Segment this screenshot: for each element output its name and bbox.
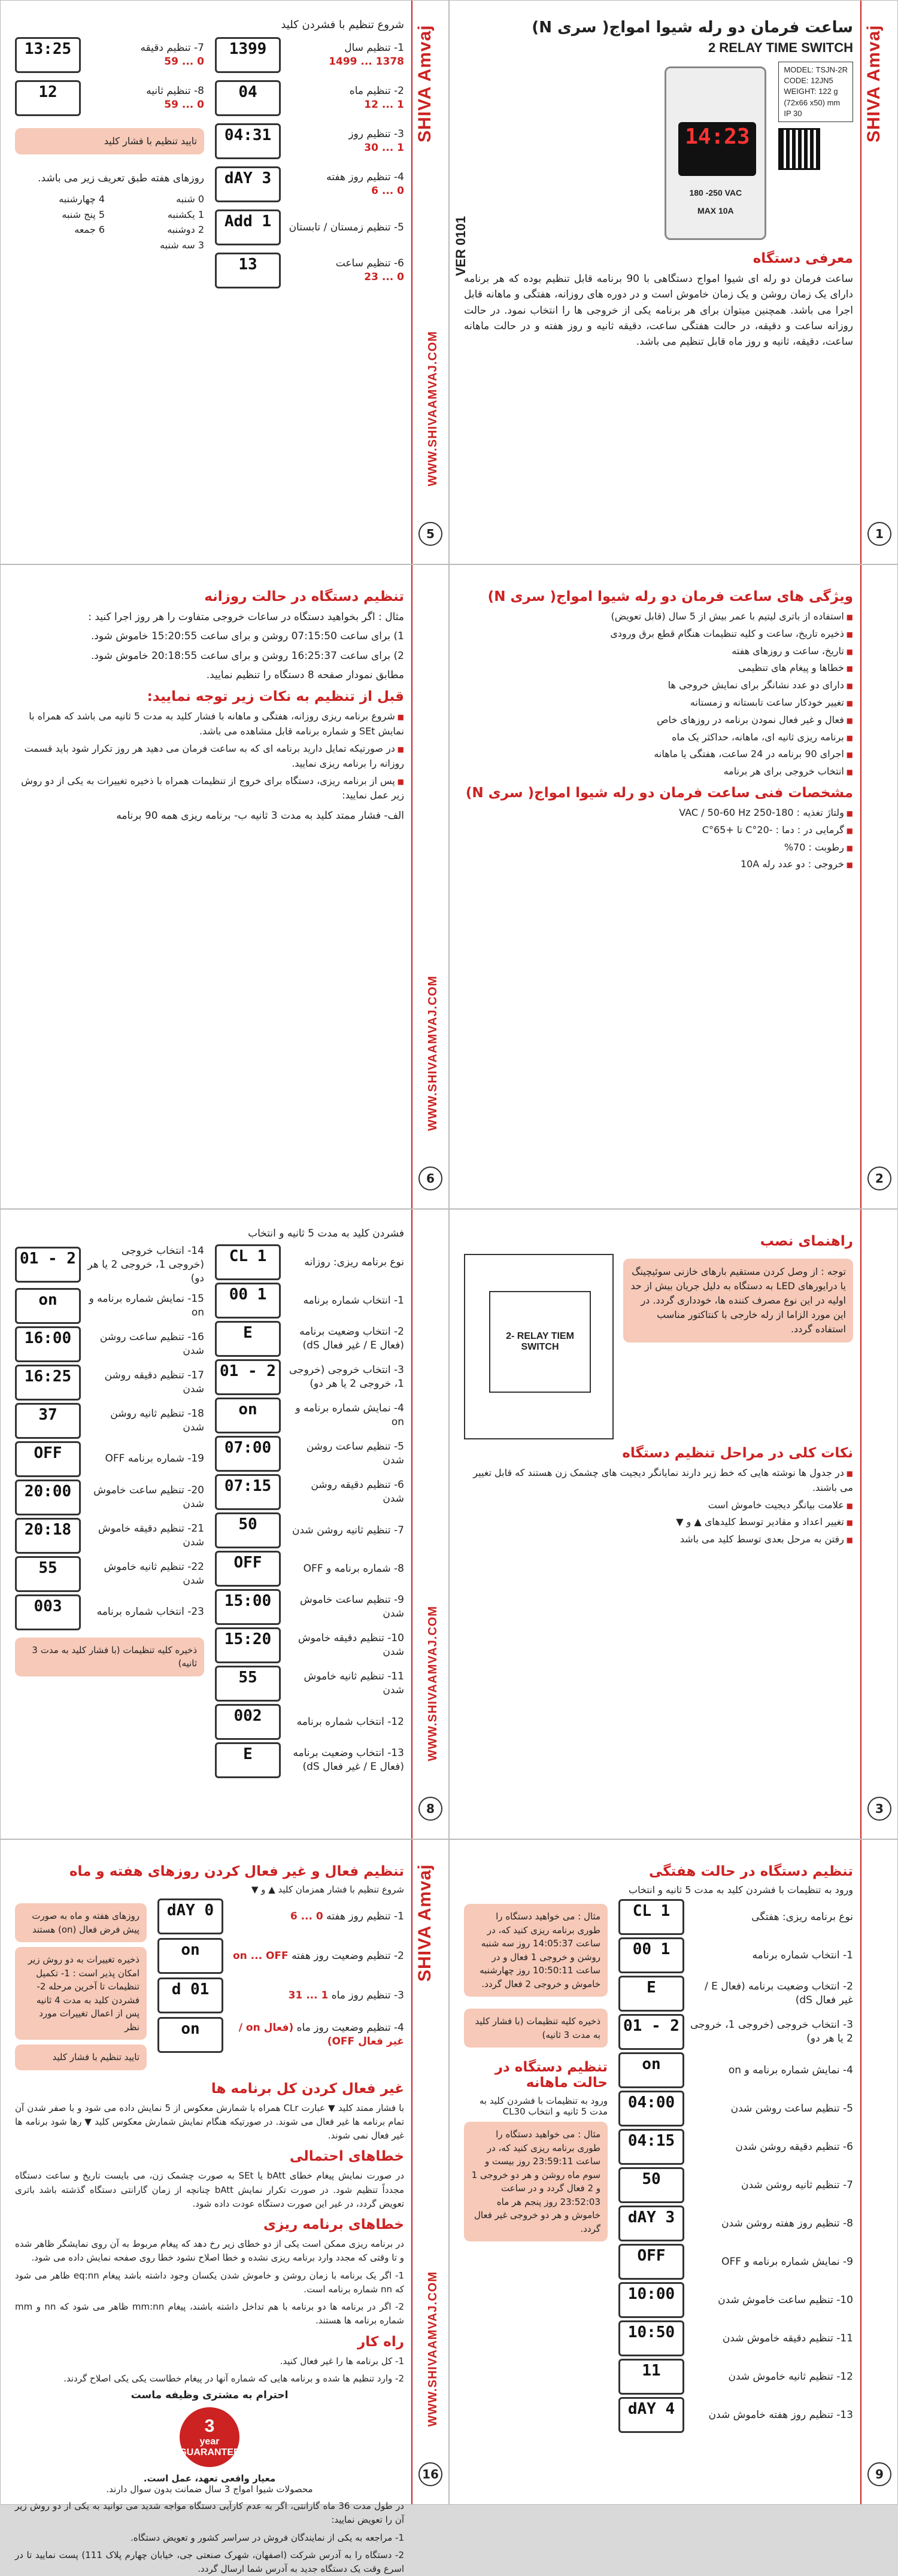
text-item: 0 ... 59	[164, 99, 204, 111]
side-strip	[411, 1840, 448, 2504]
lcd-day: 04:31	[215, 123, 281, 159]
days-onoff-heading: تنظیم فعال و غیر فعال کردن روزهای هفته و ماه	[69, 1864, 404, 1879]
text-item: 2- وارد تنظیم ها شده و برنامه هایی که شماره آنها در پیغام خطاست یکی یکی اصلاح گردند.	[63, 2373, 404, 2384]
text-item: 1 یکشنبه	[167, 208, 204, 220]
doc-subtitle: 2 RELAY TIME SWITCH	[708, 40, 853, 55]
page-2	[449, 564, 898, 1209]
text-item: ■ ذخیره تاریخ، ساعت و کلیه تنظیمات هنگام قطع برق ورودی	[464, 627, 853, 642]
text-item: 1378 ... 1499	[329, 56, 404, 68]
text-item: 7- تنظیم ثانیه روشن شدن	[741, 2179, 853, 2191]
text-item: 2- انتخاب وضعیت برنامه (فعال E / غیر فعال dS)	[704, 1980, 853, 2006]
text-item: 5- تنظیم ساعت روشن شدن	[306, 1441, 404, 1466]
text-item: احترام به مشتری وظیفه ماست	[131, 2389, 289, 2401]
page-number: 6	[418, 1167, 442, 1190]
text-item: IP 30	[784, 108, 802, 118]
text-item: 2- RELAY TIEM SWITCH	[489, 1291, 591, 1393]
lcd-display: on	[15, 1288, 81, 1324]
brand-logo: SHIVA Amvaj	[864, 25, 884, 142]
page-number: 5	[418, 522, 442, 546]
daily-example: مثال : اگر بخواهید دستگاه در ساعات خروجی متفاوت را هر روز اجرا کنید :	[88, 611, 404, 623]
lcd-display: 15:00	[215, 1589, 281, 1625]
text-item: 4- نمایش شماره برنامه و on	[728, 2064, 853, 2076]
qr-code-icon	[778, 128, 820, 170]
device-image	[665, 66, 766, 240]
side-strip	[860, 1840, 897, 2504]
lcd-display: 10:50	[618, 2320, 684, 2356]
text-item: 1- تنظیم سال	[344, 42, 404, 54]
lcd-year: 1399	[215, 37, 281, 73]
text-item: 23- انتخاب شماره برنامه	[96, 1606, 204, 1618]
confirm-note: تایید تنظیم با فشار کلید	[15, 128, 204, 154]
text-item: 22- تنظیم ثانیه خاموش شدن	[104, 1560, 204, 1587]
lcd-month: 04	[215, 80, 281, 116]
text-item: معیار واقعی تعهد، عمل است.	[143, 2473, 276, 2484]
page-number: 2	[867, 1167, 891, 1190]
text-item: ذخیره تغییرات به دو روش زیر امکان پذیر است : 1- تکمیل تنظیمات تا آخرین مرحله 2- فشردن کلید به مدت 4 ثانیه پس از اعمال تغییرات مورد نظر	[15, 1947, 147, 2040]
save-note: ذخیره کلیه تنظیمات (با فشار کلید به مدت 3 ثانیه)	[464, 2009, 608, 2048]
lcd-display: dAY 0	[157, 1898, 223, 1934]
text-item: 5- تنظیم ساعت روشن شدن	[730, 2102, 853, 2115]
side-strip	[860, 565, 897, 1208]
text-item: on ... OFF	[232, 1949, 289, 1962]
text-item: GUARANTEE	[179, 2447, 240, 2457]
lcd-display: 07:15	[215, 1474, 281, 1510]
text-item: 6- تنظیم دقیقه روشن شدن	[735, 2140, 853, 2153]
text-item: 4- تنظیم روز هفته	[326, 171, 404, 184]
lcd-display: on	[215, 1398, 281, 1433]
lcd-display: 55	[215, 1666, 281, 1702]
page-5	[0, 0, 449, 564]
text-item: 1- انتخاب شماره برنامه	[752, 1949, 853, 1961]
lcd-display: OFF	[15, 1441, 81, 1477]
lcd-display: dAY 3	[618, 2206, 684, 2241]
days-list	[15, 192, 204, 253]
lcd-display: on	[618, 2052, 684, 2088]
device-max: MAX 10A	[697, 206, 734, 215]
text-item: ■ رفتن به مرحل بعدی توسط کلید می باشد	[464, 1532, 853, 1547]
device-display: 14:23	[678, 122, 756, 176]
text-item: ■ برنامه ریزی ثانیه ای، ماهانه، حداکثر یک ماه	[464, 730, 853, 745]
lcd-display: on	[157, 2017, 223, 2053]
lcd-display: CL 1	[215, 1244, 281, 1280]
text-item: 2) برای ساعت 16:25:37 روشن و برای ساعت 20:18:55 خاموش شود.	[90, 649, 404, 662]
text-item: خطاهای برنامه ریزی	[263, 2217, 404, 2232]
page-number: 9	[867, 2462, 891, 2486]
text-item: ■ تاریخ، ساعت و روزهای هفته	[464, 644, 853, 659]
text-item: ■ علامت بیانگر دیجیت خاموش است	[464, 1498, 853, 1513]
text-item: ورود به تنظیمات با فشردن کلید به مدت 5 ثانیه و انتخاب	[629, 1884, 853, 1895]
text-item: مطابق نمودار صفحه 8 دستگاه را تنظیم نمایید.	[206, 669, 404, 682]
text-item: 3- انتخاب خروجی (خروجی 1، خروجی 2 یا هر دو)	[690, 2019, 853, 2045]
website: WWW.SHIVAAMVAJ.COM	[426, 2271, 439, 2426]
text-item: 1 ... 31	[288, 1989, 329, 2001]
install-heading: راهنمای نصب	[760, 1234, 853, 1249]
text-item: MODEL: TSJN-2R	[784, 65, 848, 74]
text-item: (فعال on / غیر فعال OFF)	[238, 2022, 404, 2048]
lcd-display: dAY 4	[618, 2397, 684, 2433]
text-item: ■ رطوبت : 70%	[464, 840, 853, 855]
text-item: 0 ... 6	[371, 185, 404, 197]
page-number: 16	[418, 2462, 442, 2486]
lcd-display: 20:00	[15, 1480, 81, 1515]
lcd-display: 20:18	[15, 1518, 81, 1554]
website: WWW.SHIVAAMVAJ.COM	[426, 1605, 439, 1761]
lcd-display: 50	[618, 2167, 684, 2203]
text-item: 7- تنظیم ثانیه روشن شدن	[292, 1524, 404, 1536]
side-strip	[411, 1210, 448, 1839]
install-note: توجه : از وصل کردن مستقیم بارهای خازنی سوئیچینگ یا درایورهای LED به دستگاه به دلیل جریان بیش از حد اولیه در این نوع مصرف کننده ها، خودداری گردد. در این مورد الزاما از رله خارجی با کنتاکتور مناسب استفاده گردد.	[623, 1259, 853, 1342]
text-item: 8- شماره برنامه و OFF	[303, 1562, 404, 1575]
page-9	[449, 1839, 898, 2505]
specs-list	[464, 806, 853, 872]
text-item: 1 ... 30	[364, 142, 404, 154]
doc-title: ساعت فرمان دو رله شیوا امواج( سری N)	[532, 19, 853, 37]
text-item: 3- تنظیم روز ماه	[331, 1989, 404, 2001]
text-item: 5 پنج شنبه	[62, 208, 105, 220]
text-item: 9- تنظیم ساعت خاموش شدن	[299, 1594, 404, 1620]
text-item: 8- تنظیم روز هفته روشن شدن	[721, 2217, 853, 2229]
text-item: 14- انتخاب خروجی (خروجی 1، خروجی 2 یا هر دو)	[87, 1245, 204, 1284]
text-item: ■ در جدول ها نوشته هایی که خط زیر دارند نمایانگر دیجیت های چشمک زن هستند که قابل تغییر می باشند.	[464, 1466, 853, 1496]
text-item: در برنامه ریزی ممکن است یکی از دو خطای زیر رخ دهد که پیغام مربوط به آن روی نمایشگر ظاهر شده و تا وقتی که مجدد وارد برنامه ریزی نشده و خطا اصلاح نشود خطا روی صفحه نمایش داده می شود.	[15, 2238, 404, 2264]
text-item: ■ استفاده از باتری لیتیم با عمر بیش از 5 سال (قابل تعویض)	[464, 609, 853, 624]
text-item: ■ خروجی : دو عدد رله 10A	[464, 857, 853, 872]
text-item: 2- دستگاه را به آدرس شرکت (اصفهان، شهرک صنعتی جی، خیابان چهارم پلاک 111) پست نمایید تا در اسرع وقت یک دستگاه جدید به آدرس شما ارسال گردد.	[15, 2549, 404, 2574]
lcd-display: 01 - 2	[15, 1247, 81, 1283]
text-item: 0 ... 23	[364, 271, 404, 283]
text-item: WEIGHT: 122 g	[784, 87, 838, 96]
tips-list	[464, 1466, 853, 1547]
page-13-16	[0, 1839, 449, 2574]
text-item: 21- تنظیم دقیقه خاموش شدن	[98, 1522, 204, 1548]
text-item: 19- شماره برنامه OFF	[105, 1453, 204, 1465]
lcd-display: 07:00	[215, 1436, 281, 1472]
text-item: 1- اگر یک برنامه با زمان روشن و خاموش شدن یکسان وجود داشته باشد پیغام eq:nn ظاهر می شود که nn شماره برنامه است.	[15, 2270, 404, 2295]
text-item: 11- تنظیم ثانیه خاموش شدن	[304, 1670, 404, 1696]
tips-heading: نکات کلی در مراحل تنظیم دستگاه	[622, 1445, 853, 1461]
lcd-display: 01 - 2	[618, 2014, 684, 2050]
text-item: ■ تغییر خودکار ساعت تابستانه و زمستانه	[464, 695, 853, 710]
text-item: 11- تنظیم دقیقه خاموش شدن	[722, 2332, 853, 2344]
text-item: CODE: 12JN5	[784, 76, 833, 86]
website: WWW.SHIVAAMVAJ.COM	[426, 975, 439, 1131]
lcd-minute: 13:25	[15, 37, 81, 73]
start-instruction: شروع تنظیم با فشردن کلید	[281, 19, 404, 31]
text-item: 4- نمایش شماره برنامه و on	[295, 1402, 404, 1428]
website: WWW.SHIVAAMVAJ.COM	[426, 330, 439, 486]
text-item: 12- تنظیم ثانیه خاموش شدن	[728, 2370, 853, 2383]
text-item: ■ خطاها و پیغام های تنظیمی	[464, 661, 853, 676]
text-item: 1- کل برنامه ها را غیر فعال کنید.	[280, 2355, 404, 2367]
text-item: 3	[204, 2416, 215, 2436]
text-item: 17- تنظیم دقیقه روشن شدن	[104, 1369, 204, 1395]
text-item: 3- تنظیم روز	[348, 128, 404, 141]
lcd-display: OFF	[215, 1551, 281, 1587]
text-item: 2 دوشنبه	[167, 224, 204, 236]
page-6	[0, 564, 449, 1209]
intro-text: ساعت فرمان دو رله ای شیوا امواج دستگاهی با 90 برنامه قابل تنظیم بوده که هر برنامه دارای یک زمان روشن و یک زمان خاموش است و در دوره های روزانه، هفتگی و ماهانه قابل اجرا می باشد. همچنین میتوان برای هر برنامه یکی از خروجی ها را انتخاب نمود. در حالت روزانه ساعت و دقیقه، در حالت هفتگی ساعت، دقیقه ثانیه و روز هفته و در حالت ماهانه ساعت، دقیقه، ثانیه و روز ماه قابل تنظیم می باشد.	[464, 273, 853, 348]
guarantee-badge-icon	[180, 2407, 239, 2467]
disable-all-heading: غیر فعال کردن کل برنامه ها	[211, 2080, 404, 2097]
daily-heading: تنظیم دستگاه در حالت روزانه	[204, 589, 404, 604]
side-strip	[860, 1210, 897, 1839]
text-item: ■ انتخاب خروجی برای هر برنامه	[464, 764, 853, 779]
text-item: ■ در صورتیکه تمایل دارید برنامه ای که به ساعت فرمان می دهید هر روز تکرار شود باید قسمت روزانه را برنامه ریزی نمایید.	[15, 742, 404, 771]
brand-logo: SHIVA Amvaj	[415, 25, 435, 142]
lcd-display: 16:00	[15, 1326, 81, 1362]
lcd-display: 15:20	[215, 1627, 281, 1663]
text-item: year	[199, 2437, 220, 2447]
text-item: 20- تنظیم ساعت خاموش شدن	[93, 1484, 204, 1510]
lcd-display: on	[157, 1938, 223, 1974]
save-note: ذخیره کلیه تنظیمات (با فشار کلید به مدت 3 ثانیه)	[15, 1638, 204, 1676]
text-item: 1- مراجعه به یکی از نمایندگان فروش در سراسر کشور و تعویض دستگاه.	[130, 2532, 404, 2543]
lcd-display: 002	[215, 1704, 281, 1740]
model-info	[778, 62, 853, 122]
text-item: نوع برنامه ریزی: روزانه	[304, 1256, 404, 1268]
lcd-display: 01 - 2	[215, 1359, 281, 1395]
lcd-display: d 01	[157, 1977, 223, 2013]
lcd-display: 50	[215, 1512, 281, 1548]
text-item: الف- فشار ممتد کلید به مدت 3 ثانیه ب- برنامه ریزی همه 90 برنامه	[116, 810, 404, 822]
text-item: 16- تنظیم ساعت روشن شدن	[99, 1330, 204, 1357]
lcd-dst: Add 1	[215, 209, 281, 245]
device-voltage: 180 -250 VAC	[689, 188, 742, 198]
text-item: راه کار	[357, 2334, 404, 2350]
side-strip	[860, 1, 897, 564]
lcd-display: 00 1	[215, 1283, 281, 1319]
text-item: ■ اجرای 90 برنامه در 24 ساعت، هفتگی یا ماهانه	[464, 747, 853, 762]
lcd-display: E	[215, 1321, 281, 1357]
lcd-display: 55	[15, 1556, 81, 1592]
monthly-note: مثال : می خواهید دستگاه را طوری برنامه ریزی کنید که، در ساعت 23:59:11 روز بیست و سوم ماه روشن و هر دو خروجی 1 و 2 فعال گردد و در ساعت 23:52:03 روز پنجم هر ماه خاموش و هر دو خروجی غیر فعال گردد.	[464, 2122, 608, 2241]
text-item: ■ شروع برنامه ریزی روزانه، هفتگی و ماهانه با فشار کلید به مدت 5 ثانیه می باشد که همراه با نمایش SEt و شماره برنامه قابل مشاهده می باشد.	[15, 709, 404, 739]
text-item: نوع برنامه ریزی: هفتگی	[751, 1910, 853, 1923]
text-item: شروع تنظیم با فشار همزمان کلید ▲ و ▼	[251, 1884, 404, 1895]
text-item: (72x66 x50) mm	[784, 98, 841, 107]
before-list	[15, 709, 404, 803]
text-item: 6 جمعه	[74, 224, 105, 236]
lcd-display: 16:25	[15, 1365, 81, 1401]
lcd-display: 04:00	[618, 2091, 684, 2127]
text-item: 3- انتخاب خروجی (خروجی 1، خروجی 2 یا هر دو)	[289, 1364, 404, 1390]
text-item: 12- انتخاب شماره برنامه	[296, 1715, 404, 1728]
monthly-heading: تنظیم دستگاه در حالت ماهانه	[494, 2059, 608, 2091]
text-item: ■ پس از برنامه ریزی، دستگاه برای خروج از تنظیمات همراه با ذخیره تغییرات به یکی از دو روش زیر عمل نمایید:	[15, 774, 404, 804]
text-item: خطاهای احتمالی	[289, 2149, 404, 2165]
lcd-display: 003	[15, 1594, 81, 1630]
page-number: 3	[867, 1797, 891, 1821]
text-item: با فشار ممتد کلید ▼ عبارت CLr همراه با شمارش معکوس از 5 نمایش داده می شود و با صفر شدن آن تمام برنامه ها غیر فعال می شوند. در صورتیکه هنگام نمایش شمارش معکوس کلید ▼ رها شود برنامه ها غیر فعال نمی شوند.	[15, 2102, 405, 2141]
text-item: 0 شنبه	[176, 193, 204, 205]
text-item: ■ دارای دو عدد نشانگر برای نمایش خروجی ها	[464, 678, 853, 693]
text-item: 2- انتخاب وضعیت برنامه (فعال E / غیر فعال dS)	[299, 1326, 404, 1351]
text-item: روزهای هفته و ماه به صورت پیش فرض فعال (on) هستند	[15, 1903, 147, 1942]
days-heading: روزهای هفته طبق تعریف زیر می باشد.	[38, 172, 204, 184]
text-item: 2- تنظیم وضعیت روز هفته	[292, 1949, 404, 1962]
lcd-weekday: dAY 3	[215, 166, 281, 202]
text-item: 4- تنظیم وضعیت روز ماه	[296, 2022, 404, 2034]
lcd-hour: 13	[215, 253, 281, 288]
weekly-note: مثال : می خواهید دستگاه را طوری برنامه ریزی کنید که، در ساعت 14:05:37 روز سه شنبه روشن و خروجی 1 فعال و در ساعت 10:50:11 روز چهارشنبه خاموش و خروجی 2 فعال گردد.	[464, 1904, 608, 1997]
text-item: 4 چهارشنبه	[59, 193, 105, 205]
intro-heading: معرفی دستگاه	[753, 251, 853, 266]
text-item: 1- تنظیم روز هفته	[326, 1910, 404, 1922]
text-item: ورود به تنظیمات با فشردن کلید به مدت 5 ثانیه و انتخاب CL30	[479, 2095, 608, 2117]
lcd-display: 11	[618, 2359, 684, 2395]
lcd-display: 10:00	[618, 2282, 684, 2318]
text-item: 13- تنظیم روز هفته خاموش شدن	[708, 2408, 853, 2421]
lcd-display: 37	[15, 1403, 81, 1439]
text-item: 1 ... 12	[364, 99, 404, 111]
text-item: محصولات شیوا امواج 3 سال ضمانت بدون سوال دارند.	[106, 2484, 313, 2495]
lcd-display: OFF	[618, 2244, 684, 2280]
side-strip	[411, 1, 448, 564]
before-heading: قبل از تنظیم به نکات زیر توجه نمایید:	[147, 689, 404, 705]
text-item: 18- تنظیم ثانیه روشن شدن	[110, 1407, 204, 1433]
wiring-diagram	[464, 1254, 614, 1439]
text-item: 5- تنظیم زمستان / تابستان	[289, 221, 404, 233]
lcd-display: CL 1	[618, 1899, 684, 1935]
text-item: ■ تغییر اعداد و مقادیر توسط کلیدهای ▲ و ▼	[464, 1515, 853, 1530]
text-item: در طول مدت 36 ماه گارانتی، اگر به عدم کارآیی دستگاه مواجه شدید می توانید به یکی از دو روش زیر آن را تعویض نمایید:	[15, 2501, 404, 2526]
specs-heading: مشخصات فنی ساعت فرمان دو رله شیوا امواج( سری N)	[465, 785, 853, 801]
version-label: VER 0101	[453, 216, 468, 277]
weekly-heading: تنظیم دستگاه در حالت هفتگی	[648, 1864, 853, 1879]
text-item: 9- نمایش شماره برنامه و OFF	[721, 2255, 853, 2268]
text-item: 1- انتخاب شماره برنامه	[303, 1294, 404, 1307]
text-item: 8- تنظیم ثانیه	[146, 85, 204, 98]
text-item: 7- تنظیم دقیقه	[140, 42, 204, 54]
features-heading: ویژگی های ساعت فرمان دو رله شیوا امواج( سری N)	[487, 589, 853, 604]
text-item: تایید تنظیم با فشار کلید	[15, 2045, 147, 2070]
text-item: 2- اگر در برنامه ها دو برنامه با هم تداخل داشته باشند، پیغام mm:nn ظاهر می شود که nn و mm شماره برنامه ها هستند.	[15, 2301, 404, 2326]
page-7-8	[0, 1209, 449, 1839]
lcd-display: 00 1	[618, 1937, 684, 1973]
lcd-display: 04:15	[618, 2129, 684, 2165]
side-strip	[411, 565, 448, 1208]
features-list	[464, 609, 853, 779]
text-item: 10- تنظیم ساعت خاموش شدن	[718, 2294, 853, 2306]
text-item: 6- تنظیم دقیقه روشن شدن	[311, 1479, 404, 1505]
lcd-second: 12	[15, 80, 81, 116]
text-item: ■ فعال و غیر فعال نمودن برنامه در روزهای خاص	[464, 713, 853, 728]
text-item: 0 ... 59	[164, 56, 204, 68]
text-item: 2- تنظیم ماه	[349, 85, 404, 98]
text-item: 13- انتخاب وضعیت برنامه (فعال E / غیر فعال dS)	[293, 1747, 404, 1773]
page-number: 8	[418, 1797, 442, 1821]
page-3	[449, 1209, 898, 1839]
lcd-display: E	[215, 1742, 281, 1778]
text-item: 6- تنظیم ساعت	[335, 257, 404, 270]
text-item: 1) برای ساعت 07:15:50 روشن و برای ساعت 15:20:55 خاموش شود.	[90, 630, 404, 643]
text-item: 0 ... 6	[290, 1910, 323, 1922]
start-instruction: فشردن کلید به مدت 5 ثانیه و انتخاب	[248, 1228, 404, 1240]
page-1	[449, 0, 898, 564]
text-item: 15- نمایش شماره برنامه و on	[89, 1292, 204, 1319]
text-item: 10- تنظیم دقیقه خاموش شدن	[298, 1632, 404, 1658]
text-item: 3 سه شنبه	[160, 239, 204, 251]
text-item: ■ گرمایی در : دما : -20°C تا +65°C	[464, 823, 853, 838]
lcd-display: E	[618, 1976, 684, 2012]
text-item: در صورت نمایش پیغام خطای bAtt یا SEt به صورت چشمک زن، می بایست تاریخ و ساعت دستگاه مجدداً تنظیم شود. در صورت تکرار نمایش bAtt چنانچه از زمان گارانتی دستگاه گذشته باشد باتری تعویض گردد، در غیر این صورت دستگاه عودت داده شود.	[15, 2170, 405, 2209]
page-number: 1	[867, 522, 891, 546]
text-item: ■ ولتاژ تغذیه : 180-250 VAC / 50-60 Hz	[464, 806, 853, 821]
brand-logo: SHIVA Amvaj	[415, 1864, 435, 1982]
